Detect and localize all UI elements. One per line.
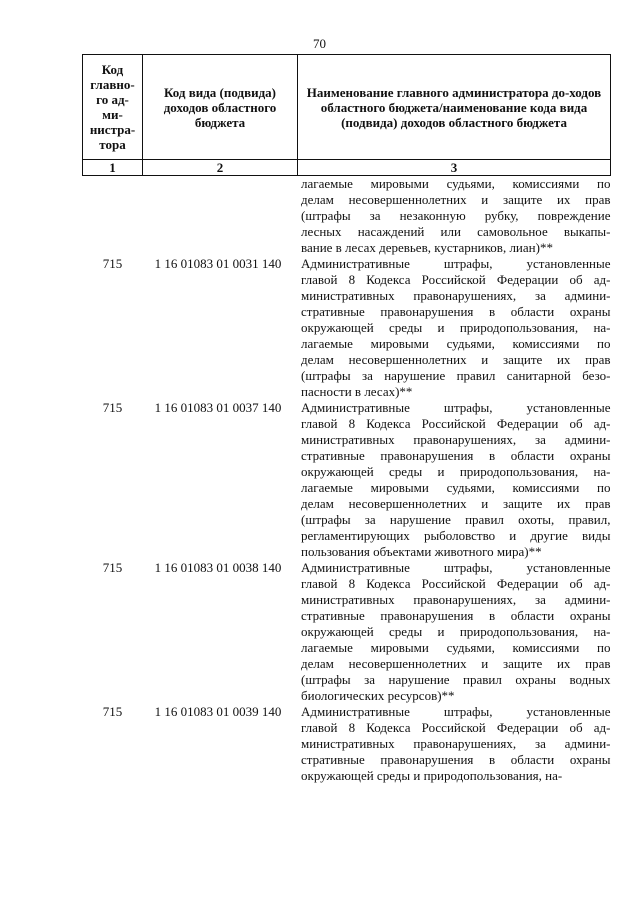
- text-line: главой 8 Кодекса Российской Федерации об ад-: [301, 416, 611, 431]
- text-line: окружающей среды и природопользования, на-: [301, 768, 563, 783]
- text-line: Административные штрафы, установленные: [301, 704, 611, 719]
- income-code-cell: 1 16 01083 01 0039 140: [154, 704, 282, 719]
- text-line: министративных правонарушениях, за админи-: [301, 592, 611, 607]
- text-line: пользования объектами животного мира)**: [301, 544, 542, 559]
- text-line: министративных правонарушениях, за админи-: [301, 736, 611, 751]
- text-line: стративные правонарушения в области охраны: [301, 752, 611, 767]
- text-line: лагаемые мировыми судьями, комиссиями по: [301, 480, 611, 495]
- header-name: Наименование главного администратора до-ходов областного бюджета/наименование кода вида (подвида) доходов областного бюджета: [298, 55, 611, 160]
- table-row: [83, 560, 611, 704]
- admin-code-cell: 715: [102, 400, 123, 415]
- income-name-cell: [298, 560, 611, 704]
- text-line: (штрафы за незаконную рубку, повреждение: [301, 208, 611, 223]
- text-line: главой 8 Кодекса Российской Федерации об ад-: [301, 576, 611, 591]
- income-name-cell: [298, 400, 611, 560]
- header-admin-code: Код главно-го ад-ми-нистра-тора: [83, 55, 143, 160]
- text-line: (штрафы за нарушение правил санитарной безо-: [301, 368, 611, 383]
- income-name-cell: [298, 176, 611, 257]
- table-row: [83, 704, 611, 784]
- text-line: пасности в лесах)**: [301, 384, 413, 399]
- text-line: (штрафы за нарушение правил охоты, правил,: [301, 512, 611, 527]
- header-income-code: Код вида (подвида) доходов областного бюджета: [143, 55, 298, 160]
- text-line: лагаемые мировыми судьями, комиссиями по: [301, 640, 611, 655]
- text-line: стративные правонарушения в области охраны: [301, 608, 611, 623]
- admin-code-cell: 715: [102, 704, 123, 719]
- table-row: [83, 400, 611, 560]
- column-number-row: [83, 160, 611, 176]
- text-line: министративных правонарушениях, за админи-: [301, 288, 611, 303]
- text-line: окружающей среды и природопользования, на-: [301, 320, 611, 335]
- text-line: окружающей среды и природопользования, на-: [301, 624, 611, 639]
- income-code-cell: 1 16 01083 01 0031 140: [154, 256, 282, 271]
- text-line: (штрафы за нарушение правил охраны водных: [301, 672, 611, 687]
- text-line: делам несовершеннолетних и защите их прав: [301, 192, 611, 207]
- text-line: лесных насаждений или самовольное выкапы-: [301, 224, 611, 239]
- text-line: главой 8 Кодекса Российской Федерации об ад-: [301, 720, 611, 735]
- income-name-cell: [298, 704, 611, 784]
- text-line: Административные штрафы, установленные: [301, 400, 611, 415]
- column-number: 3: [298, 160, 611, 176]
- table-body: [83, 176, 611, 785]
- column-number: 1: [83, 160, 143, 176]
- admin-code-cell: 715: [102, 560, 123, 575]
- text-line: Административные штрафы, установленные: [301, 256, 611, 271]
- text-line: биологических ресурсов)**: [301, 688, 455, 703]
- text-line: главой 8 Кодекса Российской Федерации об ад-: [301, 272, 611, 287]
- table-row: [83, 256, 611, 400]
- text-line: делам несовершеннолетних и защите их прав: [301, 352, 611, 367]
- text-line: лагаемые мировыми судьями, комиссиями по: [301, 336, 611, 351]
- text-line: Административные штрафы, установленные: [301, 560, 611, 575]
- text-line: лагаемые мировыми судьями, комиссиями по: [301, 176, 611, 191]
- text-line: регламентирующих рыболовство и другие виды: [301, 528, 611, 543]
- text-line: вание в лесах деревьев, кустарников, лиан)**: [301, 240, 553, 255]
- income-name-cell: [298, 256, 611, 400]
- text-line: делам несовершеннолетних и защите их прав: [301, 656, 611, 671]
- text-line: стративные правонарушения в области охраны: [301, 448, 611, 463]
- admin-code-cell: [83, 176, 143, 257]
- income-code-cell: 1 16 01083 01 0038 140: [154, 560, 282, 575]
- income-code-cell: [143, 176, 298, 257]
- table-header-row: [83, 55, 611, 160]
- text-line: делам несовершеннолетних и защите их прав: [301, 496, 611, 511]
- income-code-cell: 1 16 01083 01 0037 140: [154, 400, 282, 415]
- income-codes-table: [82, 54, 611, 784]
- text-line: министративных правонарушениях, за админи-: [301, 432, 611, 447]
- column-number: 2: [143, 160, 298, 176]
- text-line: окружающей среды и природопользования, на-: [301, 464, 611, 479]
- admin-code-cell: 715: [102, 256, 123, 271]
- text-line: стративные правонарушения в области охраны: [301, 304, 611, 319]
- page-number: 70: [313, 36, 326, 51]
- table-row: [83, 176, 611, 257]
